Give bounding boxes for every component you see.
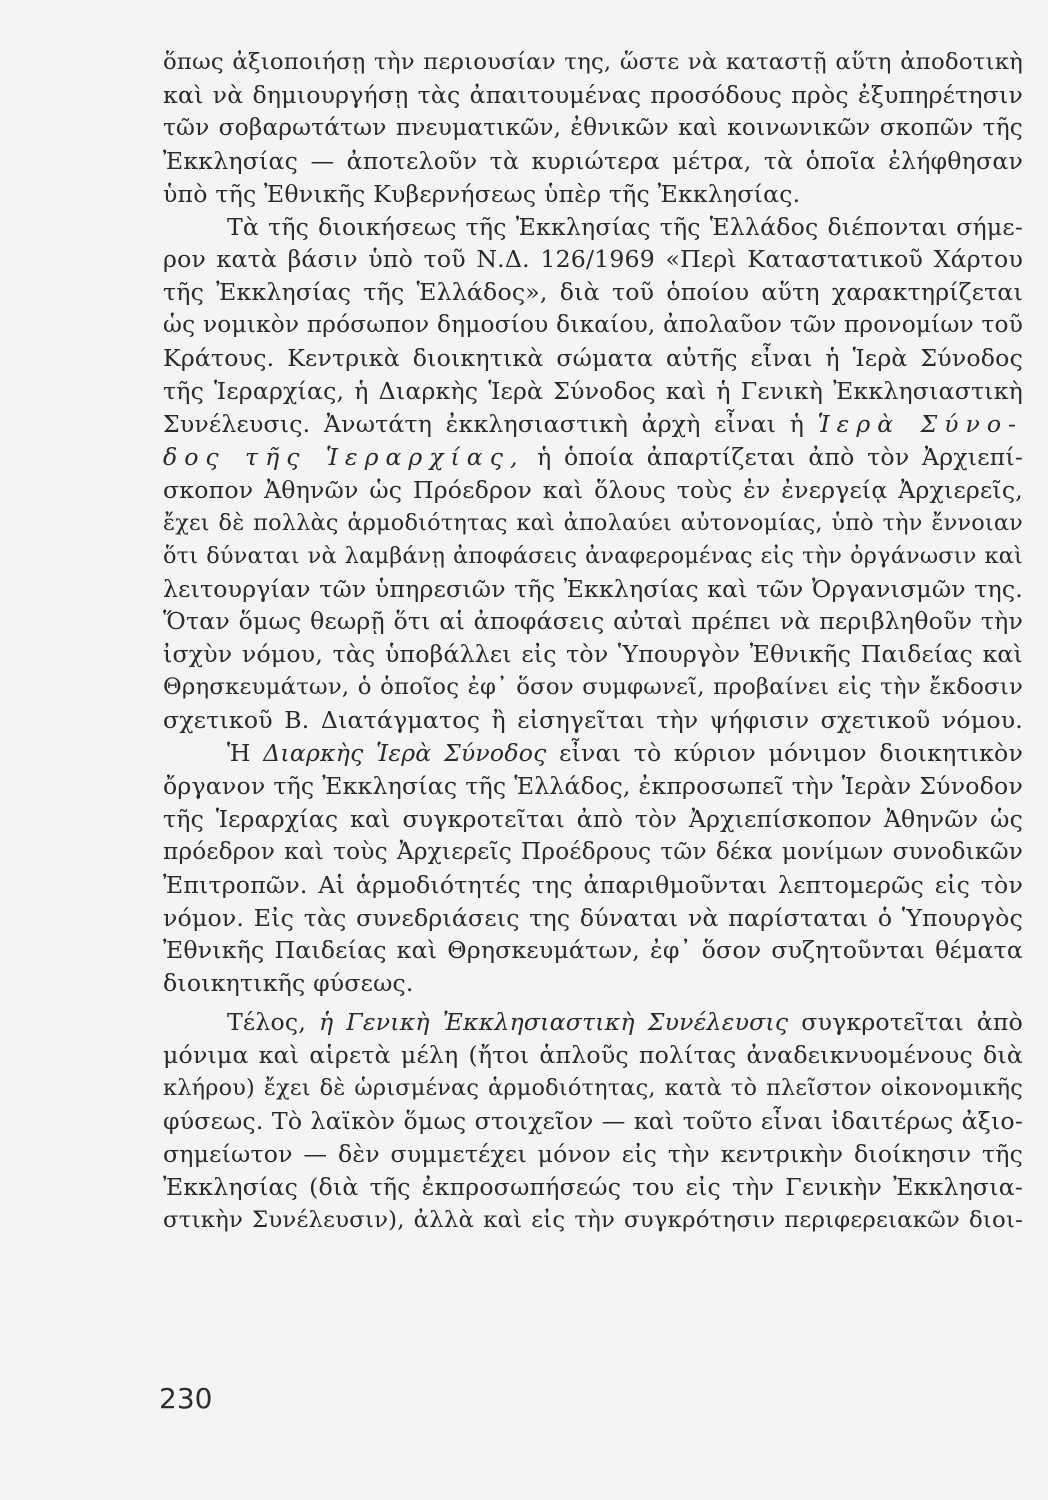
text-line: τῆς Ἐκκλησίας τῆς Ἑλλάδος», διὰ τοῦ ὁποίου αὕτη χαρακτηρίζεται xyxy=(163,278,1023,307)
page-body xyxy=(163,46,1023,1237)
text-line: ὅπως ἀξιοποιήσῃ τὴν περιουσίαν της, ὥστε νὰ καταστῇ αὕτη ἀποδοτικὴ xyxy=(163,49,1023,75)
text-line: σχετικοῦ Β. Διατάγματος ἢ εἰσηγεῖται τὴν ψήφισιν σχετικοῦ νόμου. xyxy=(163,706,1023,735)
text-segment: εἶναι τὸ κύριον μόνιμον διοικητικὸν xyxy=(559,739,1023,768)
text-line: σκοπον Ἀθηνῶν ὡς Πρόεδρον καὶ ὅλους τοὺς ἐν ἐνεργείᾳ Ἀρχιερεῖς, xyxy=(163,475,1023,504)
text-line: ὑπὸ τῆς Ἐθνικῆς Κυβερνήσεως ὑπὲρ τῆς Ἐκκλησίας. xyxy=(163,179,801,208)
text-line: τῆς Ἱεραρχίας καὶ συγκροτεῖται ἀπὸ τὸν Ἀρχιεπίσκοπον Ἀθηνῶν ὡς xyxy=(163,804,1023,833)
text-segment: Ἡ xyxy=(227,739,251,768)
text-segment: Συνέλευσις. Ἀνωτάτη ἐκκλησιαστικὴ ἀρχὴ εἶναι ἡ xyxy=(163,409,805,438)
text-line: διοικητικῆς φύσεως. xyxy=(163,969,414,998)
text-line: ἔχει δὲ πολλὰς ἁρμοδιότητας καὶ ἀπολαύει αὐτονομίας, ὑπὸ τὴν ἔννοιαν xyxy=(163,509,1023,536)
text-line: Ὅταν ὅμως θεωρῇ ὅτι αἱ ἀποφάσεις αὐταὶ πρέπει νὰ περιβληθοῦν τὴν xyxy=(163,607,1023,636)
text-line: Ἐκκλησίας (διὰ τῆς ἐκπροσωπήσεώς του εἰς τὴν Γενικὴν Ἐκκλησια- xyxy=(163,1172,1023,1201)
text-line: μόνιμα καὶ αἱρετὰ μέλη (ἤτοι ἁπλοῦς πολίτας ἀναδεικνυομένους διὰ xyxy=(163,1041,1023,1070)
text-line xyxy=(163,408,1023,441)
text-line: ὄργανον τῆς Ἐκκλησίας τῆς Ἑλλάδος, ἐκπροσωπεῖ τὴν Ἱερὰν Σύνοδον xyxy=(163,771,1023,800)
text-line: φύσεως. Τὸ λαϊκὸν ὅμως στοιχεῖον — καὶ τοῦτο εἶναι ἰδαιτέρως ἀξιο- xyxy=(163,1107,1023,1135)
emphasis-general-assembly: ἡ Γενικὴ Ἐκκλησιαστικὴ Συνέλευσις xyxy=(319,1008,789,1037)
page-number: 230 xyxy=(159,1382,213,1415)
text-segment: συγκροτεῖται ἀπὸ xyxy=(801,1008,1024,1037)
text-segment: ἡ ὁποία ἀπαρτίζεται ἀπὸ τὸν Ἀρχιεπί- xyxy=(537,442,1023,471)
text-line: Θρησκευμάτων, ὁ ὁποῖος ἐφ᾽ ὅσον συμφωνεῖ, προβαίνει εἰς τὴν ἔκδοσιν xyxy=(163,674,1023,701)
text-segment: Τέλος, xyxy=(227,1008,307,1037)
text-line: ρον κατὰ βάσιν ὑπὸ τοῦ Ν.Δ. 126/1969 «Περὶ Καταστατικοῦ Χάρτου xyxy=(163,245,1023,274)
text-line: τῶν σοβαρωτάτων πνευματικῶν, ἐθνικῶν καὶ κοινωνικῶν σκοπῶν τῆς xyxy=(163,113,1023,141)
text-line xyxy=(163,441,1023,474)
text-line: στικὴν Συνέλευσιν), ἀλλὰ καὶ εἰς τὴν συγκρότησιν περιφερειακῶν διοι- xyxy=(163,1206,1023,1233)
text-line: ἰσχὺν νόμου, τὰς ὑποβάλλει εἰς τὸν Ὑπουργὸν Ἐθνικῆς Παιδείας καὶ xyxy=(163,640,1023,669)
text-line: σημείωτον — δὲν συμμετέχει μόνον εἰς τὴν κεντρικὴν διοίκησιν τῆς xyxy=(163,1139,1023,1168)
text-line: ὡς νομικὸν πρόσωπον δημοσίου δικαίου, ἀπολαῦον τῶν προνομίων τοῦ xyxy=(163,311,1023,339)
text-line: κλήρου) ἔχει δὲ ὡρισμένας ἁρμοδιότητας, κατὰ τὸ πλεῖστον οἰκονομικῆς xyxy=(163,1075,1023,1102)
text-line xyxy=(163,1006,1023,1039)
emphasis-holy-synod: δος τῆς Ἱεραρχίας, xyxy=(163,442,525,471)
text-line: πρόεδρον καὶ τοὺς Ἀρχιερεῖς Προέδρους τῶν δέκα μονίμων συνοδικῶν xyxy=(163,837,1023,865)
text-line: Ἐθνικῆς Παιδείας καὶ Θρησκευμάτων, ἐφ᾽ ὅσον συζητοῦνται θέματα xyxy=(163,936,1023,965)
text-line: νόμον. Εἰς τὰς συνεδριάσεις της δύναται νὰ παρίσταται ὁ Ὑπουργὸς xyxy=(163,903,1023,932)
text-line: τῆς Ἱεραρχίας, ἡ Διαρκὴς Ἱερὰ Σύνοδος καὶ ἡ Γενικὴ Ἐκκλησιαστικὴ xyxy=(163,377,1023,406)
text-line: Κράτους. Κεντρικὰ διοικητικὰ σώματα αὐτῆς εἶναι ἡ Ἱερὰ Σύνοδος xyxy=(163,344,1023,373)
emphasis-holy-synod: Ἱερὰ Σύνο- xyxy=(817,409,1024,438)
text-line: Ἐκκλησίας — ἀποτελοῦν τὰ κυριώτερα μέτρα, τὰ ὁποῖα ἐλήφθησαν xyxy=(163,146,1023,175)
text-line xyxy=(163,737,1023,770)
text-line: λειτουργίαν τῶν ὑπηρεσιῶν τῆς Ἐκκλησίας καὶ τῶν Ὀργανισμῶν της. xyxy=(163,574,1023,603)
text-line: Ἐπιτροπῶν. Αἱ ἁρμοδιότητές της ἀπαριθμοῦνται λεπτομερῶς εἰς τὸν xyxy=(163,870,1023,899)
text-line: Τὰ τῆς διοικήσεως τῆς Ἐκκλησίας τῆς Ἑλλάδος διέπονται σήμε- xyxy=(227,212,1023,241)
emphasis-permanent-synod: Διαρκὴς Ἱερὰ Σύνοδος xyxy=(263,739,547,768)
text-line: ὅτι δύναται νὰ λαμβάνῃ ἀποφάσεις ἀναφερομένας εἰς τὴν ὀργάνωσιν καὶ xyxy=(163,542,1023,569)
text-line: καὶ νὰ δημιουργήσῃ τὰς ἀπαιτουμένας προσόδους πρὸς ἐξυπηρέτησιν xyxy=(163,80,1023,109)
